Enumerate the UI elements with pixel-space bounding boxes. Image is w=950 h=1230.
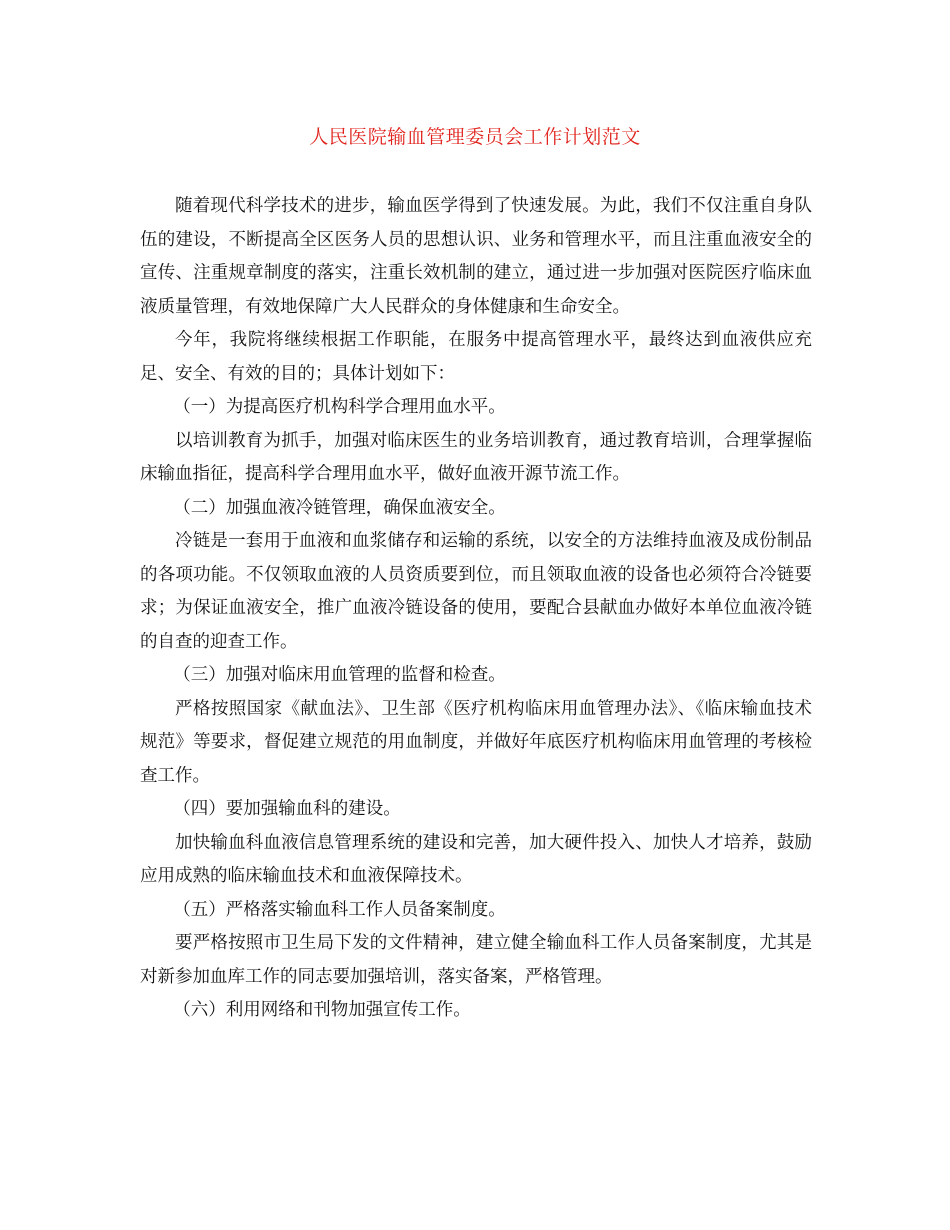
document-body [140,190,812,1028]
paragraph-intro: 随着现代科学技术的进步，输血医学得到了快速发展。为此，我们不仅注重自身队伍的建设，不断提高全区医务人员的思想认识、业务和管理水平，而且注重血液安全的宣传、注重规章制度的落实，注重长效机制的建立，通过进一步加强对医院医疗临床血液质量管理，有效地保障广大人民群众的身体健康和生命安全。 [140,196,812,317]
section-heading-1: （一）为提高医疗机构科学合理用血水平。 [173,397,506,417]
paragraph-plan-overview: 今年，我院将继续根据工作职能，在服务中提高管理水平，最终达到血液供应充足、安全、有效的目的；具体计划如下： [140,330,812,384]
paragraph-section-4: 加快输血科血液信息管理系统的建设和完善，加大硬件投入、加快人才培养，鼓励应用成熟的临床输血技术和血液保障技术。 [140,832,812,886]
document-title: 人民医院输血管理委员会工作计划范文 [309,126,641,148]
paragraph-section-5: 要严格按照市卫生局下发的文件精神，建立健全输血科工作人员备案制度，尤其是对新参加血库工作的同志要加强培训，落实备案，严格管理。 [140,933,812,987]
section-heading-2: （二）加强血液冷链管理，确保血液安全。 [173,497,506,518]
section-heading-4: （四）要加强输血科的建设。 [173,799,401,819]
paragraph-section-3: 严格按照国家《献血法》、卫生部《医疗机构临床用血管理办法》、《临床输血技术规范》等要求，督促建立规范的用血制度，并做好年底医疗机构临床用血管理的考核检查工作。 [140,698,812,786]
paragraph-section-2: 冷链是一套用于血液和血浆储存和运输的系统，以安全的方法维持血液及成份制品的各项功能。不仅领取血液的人员资质要到位，而且领取血液的设备也必须符合冷链要求；为保证血液安全，推广血液冷链设备的使用，要配合县献血办做好本单位血液冷链的自查的迎查工作。 [140,531,812,652]
paragraph-section-1: 以培训教育为抓手，加强对临床医生的业务培训教育，通过教育培训，合理掌握临床输血指征，提高科学合理用血水平，做好血液开源节流工作。 [140,430,812,484]
section-heading-6: （六）利用网络和刊物加强宣传工作。 [173,1000,471,1020]
section-heading-5: （五）严格落实输血科工作人员备案制度。 [173,899,506,920]
section-heading-3: （三）加强对临床用血管理的监督和检查。 [173,665,506,685]
